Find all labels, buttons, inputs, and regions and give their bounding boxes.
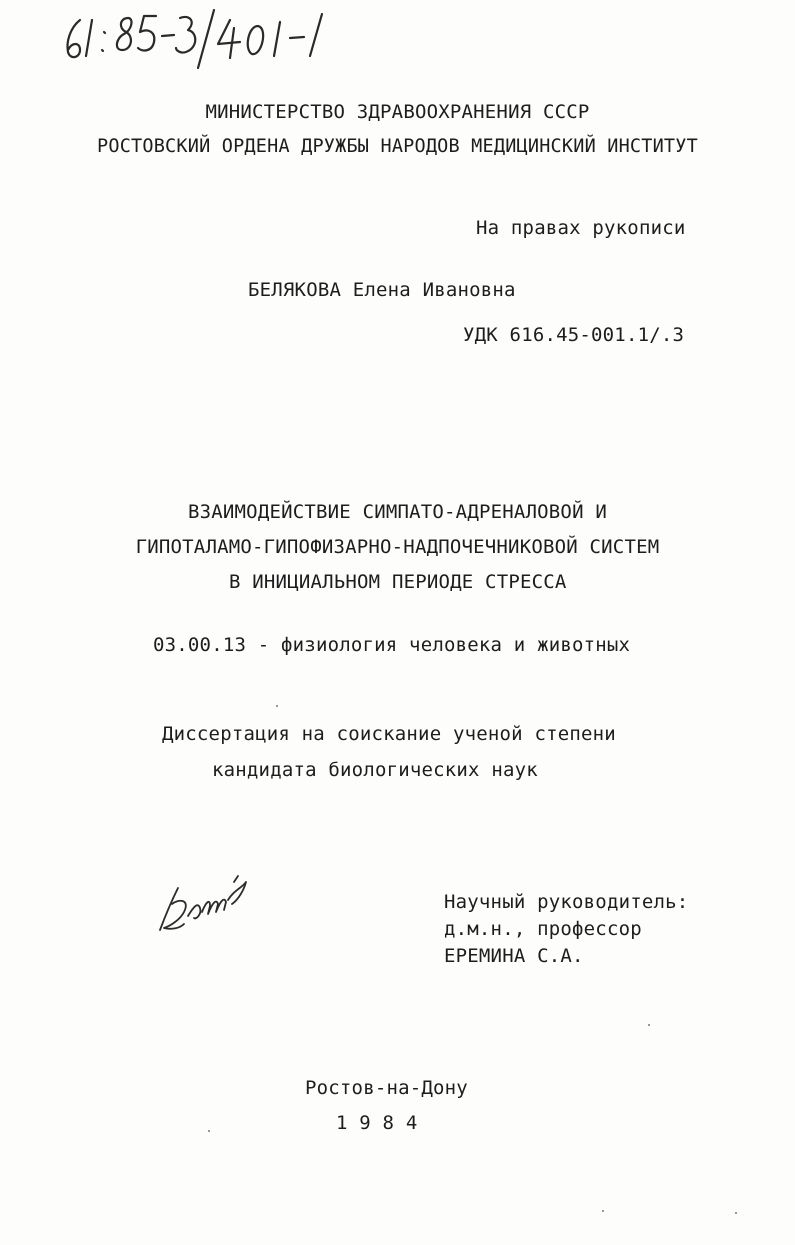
- supervisor-label: Научный руководитель:: [444, 891, 689, 913]
- manuscript-note: На правах рукописи: [476, 217, 686, 239]
- author-name: БЕЛЯКОВА Елена Ивановна: [248, 279, 516, 301]
- title-line-1: ВЗАИМОДЕЙСТВИЕ СИМПАТО-АДРЕНАЛОВОЙ И: [187, 501, 607, 523]
- supervisor-name: ЕРЕМИНА С.А.: [444, 945, 584, 967]
- scan-speck: [208, 1130, 210, 1132]
- year: 1 9 8 4: [336, 1112, 418, 1134]
- scan-speck: [276, 705, 278, 707]
- institute-heading: РОСТОВСКИЙ ОРДЕНА ДРУЖБЫ НАРОДОВ МЕДИЦИНСКИЙ ИНСТИТУТ: [97, 136, 698, 157]
- dissertation-line-1: Диссертация на соискание ученой степени: [162, 723, 616, 745]
- title-line-3: В ИНИЦИАЛЬНОМ ПЕРИОДЕ СТРЕССА: [229, 571, 567, 593]
- udc-code: УДК 616.45-001.1/.3: [463, 324, 685, 346]
- scan-speck: [735, 1212, 737, 1214]
- supervisor-degree: д.м.н., профессор: [444, 918, 642, 940]
- author-signature: [150, 870, 260, 950]
- dissertation-line-2: кандидата биологических наук: [212, 759, 538, 781]
- scan-speck: [648, 1024, 650, 1026]
- handwritten-archive-mark: [58, 6, 348, 72]
- title-line-2: ГИПОТАЛАМО-ГИПОФИЗАРНО-НАДПОЧЕЧНИКОВОЙ СИСТЕМ: [135, 536, 660, 558]
- specialty-code: 03.00.13 - физиология человека и животных: [153, 634, 631, 656]
- scan-speck: [602, 1210, 604, 1212]
- ministry-heading: МИНИСТЕРСТВО ЗДРАВООХРАНЕНИЯ СССР: [205, 101, 590, 123]
- city: Ростов-на-Дону: [305, 1077, 468, 1099]
